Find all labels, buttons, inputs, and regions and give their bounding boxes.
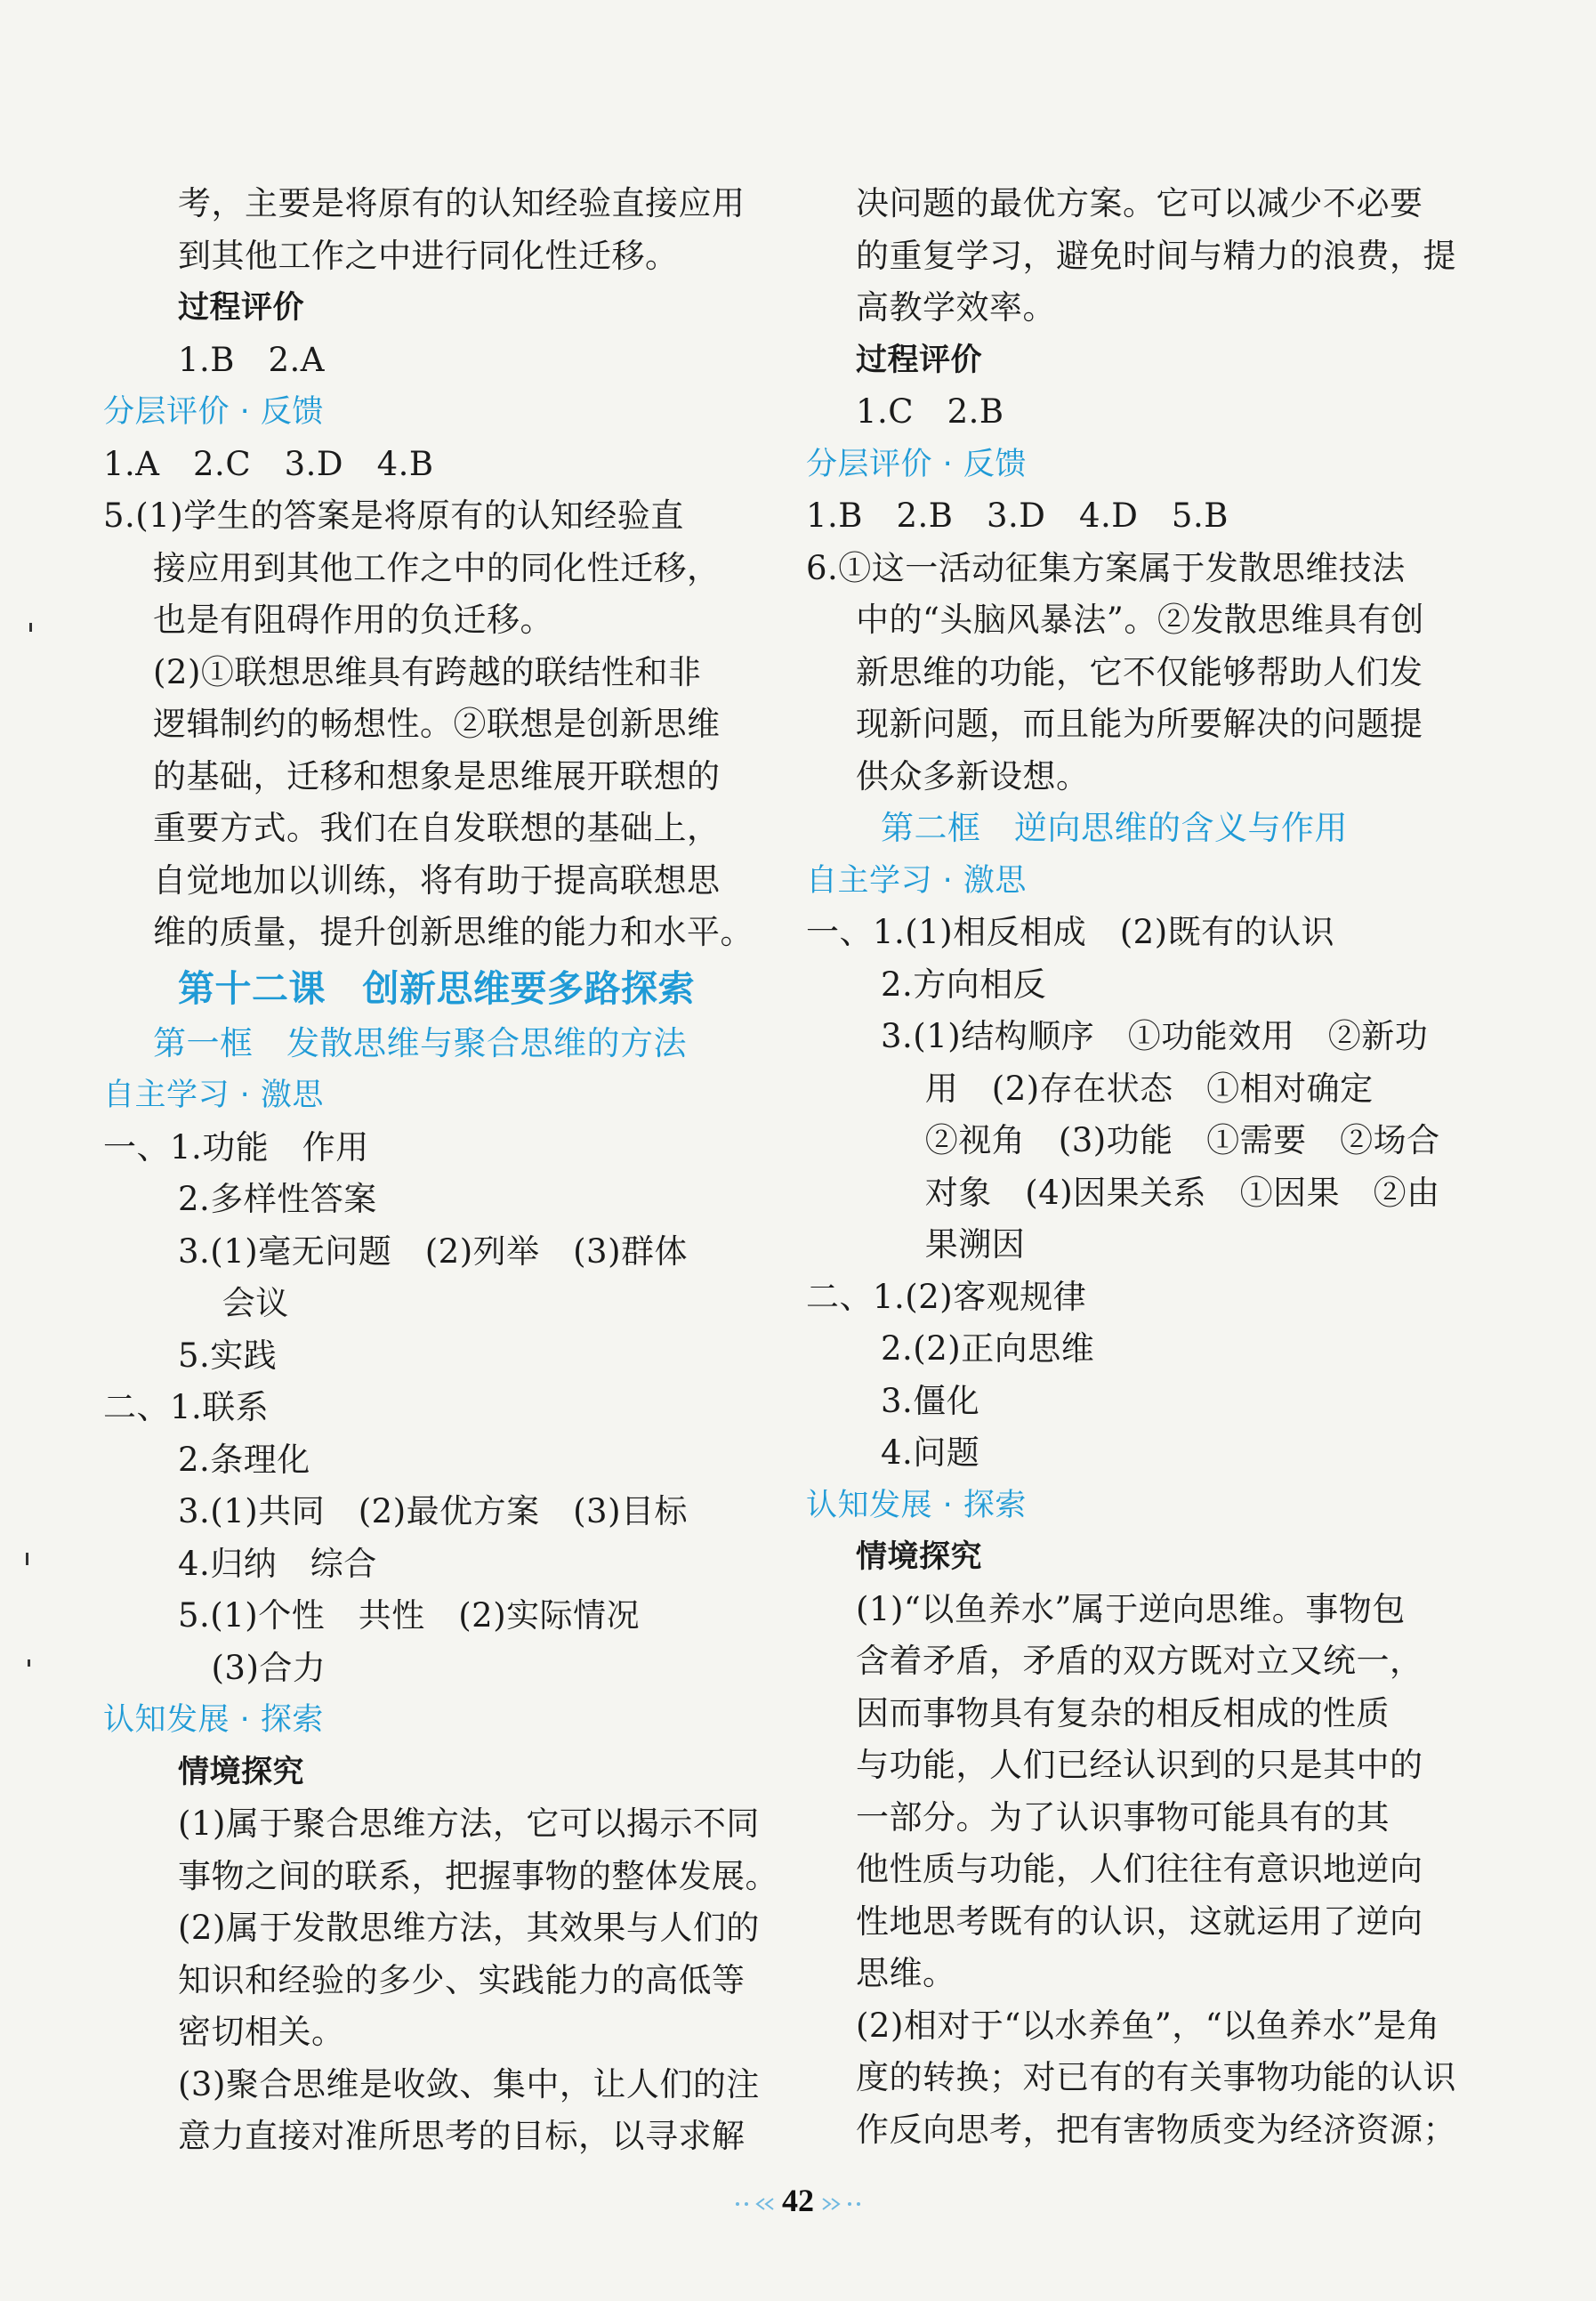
- text-line: 5.(1)学生的答案是将原有的认知经验直: [103, 497, 684, 535]
- text-line: 一部分。为了认识事物可能具有的其: [856, 1797, 1390, 1837]
- text-line: (2)①联想思维具有跨越的联结性和非: [153, 652, 702, 691]
- right-column: [801, 178, 1477, 2156]
- text-line: 决问题的最优方案。它可以减少不必要: [856, 184, 1423, 222]
- text-line: 的重复学习，避免时间与精力的浪费，提: [856, 236, 1456, 275]
- text-line: 2.多样性答案: [178, 1180, 377, 1218]
- text-line: 维的质量，提升创新思维的能力和水平。: [153, 913, 754, 951]
- text-line: 1.A 2.C 3.D 4.B: [103, 444, 434, 483]
- text-line: 现新问题，而且能为所要解决的问题提: [856, 705, 1423, 743]
- text-line: 重要方式。我们在自发联想的基础上，: [153, 809, 721, 847]
- text-line: 2.条理化: [178, 1440, 310, 1479]
- text-line: 也是有阻碍作用的负迁移。: [153, 601, 553, 639]
- section-heading: 分层评价 · 反馈: [103, 394, 324, 430]
- text-line: 3.僵化: [881, 1381, 980, 1420]
- section-heading: 认知发展 · 探索: [103, 1702, 324, 1738]
- text-line: 一、1.(1)相反相成 (2)既有的认识: [806, 913, 1335, 951]
- text-line: 5.(1)个性 共性 (2)实际情况: [178, 1596, 641, 1635]
- lesson-title: 第十二课 创新思维要多路探索: [178, 966, 695, 1010]
- text-line: 会议: [178, 1284, 289, 1322]
- section-heading: 自主学习 · 激思: [806, 862, 1027, 899]
- footer-ornament-right-icon: [821, 2198, 862, 2210]
- margin-mark: [28, 1659, 30, 1667]
- frame-title: 第一框 发散思维与聚合思维的方法: [153, 1023, 687, 1062]
- text-line: 4.归纳 综合: [178, 1544, 377, 1583]
- text-line: (1)“以鱼养水”属于逆向思维。事物包: [856, 1589, 1406, 1628]
- text-line: 性地思考既有的认识，这就运用了逆向: [856, 1901, 1423, 1941]
- text-line: 4.问题: [881, 1433, 980, 1472]
- left-column: [98, 178, 778, 2163]
- section-heading: 自主学习 · 激思: [103, 1078, 324, 1113]
- text-line: 供众多新设想。: [856, 756, 1090, 795]
- text-line: ②视角 (3)功能 ①需要 ②场合: [881, 1121, 1440, 1159]
- text-line: 2.(2)正向思维: [881, 1329, 1095, 1368]
- text-line: 因而事物具有复杂的相反相成的性质: [856, 1693, 1390, 1732]
- text-line: 高教学效率。: [856, 288, 1056, 327]
- text-line: 知识和经验的多少、实践能力的高低等: [178, 1960, 746, 1999]
- text-line: 逻辑制约的畅想性。②联想是创新思维: [153, 705, 721, 743]
- text-line: 3.(1)共同 (2)最优方案 (3)目标: [178, 1492, 689, 1530]
- text-line: (3)聚合思维是收敛、集中，让人们的注: [178, 2064, 760, 2103]
- subheading: 过程评价: [178, 290, 305, 326]
- text-line: (3)合力: [178, 1648, 326, 1687]
- text-line: 思维。: [856, 1954, 956, 1992]
- text-line: 意力直接对准所思考的目标，以寻求解: [178, 2117, 746, 2155]
- text-line: 3.(1)结构顺序 ①功能效用 ②新功: [881, 1017, 1429, 1055]
- page-number: [734, 2182, 862, 2219]
- margin-mark: [26, 1553, 28, 1565]
- text-line: 新思维的功能，它不仅能够帮助人们发: [856, 652, 1423, 691]
- text-line: 5.实践: [178, 1336, 278, 1375]
- subheading: 情境探究: [856, 1539, 983, 1575]
- text-line: (2)属于发散思维方法，其效果与人们的: [178, 1909, 760, 1947]
- subheading: 过程评价: [856, 342, 983, 378]
- text-line: (2)相对于“以水养鱼”，“以鱼养水”是角: [856, 2006, 1440, 2045]
- text-line: (1)属于聚合思维方法，它可以揭示不同: [178, 1804, 760, 1843]
- text-line: 接应用到其他工作之中的同化性迁移，: [153, 548, 721, 587]
- text-line: 用 (2)存在状态 ①相对确定: [881, 1069, 1374, 1108]
- text-line: 密切相关。: [178, 2013, 345, 2051]
- page-number-text: 42: [782, 2183, 814, 2218]
- footer-ornament-left-icon: [734, 2198, 775, 2210]
- subheading: 情境探究: [178, 1754, 305, 1790]
- text-line: 自觉地加以训练，将有助于提高联想思: [153, 860, 721, 900]
- text-line: 二、1.(2)客观规律: [806, 1277, 1087, 1316]
- text-line: 事物之间的联系，把握事物的整体发展。: [178, 1856, 778, 1895]
- text-line: 的基础，迁移和想象是思维展开联想的: [153, 756, 721, 795]
- text-line: 二、1.联系: [103, 1388, 270, 1426]
- text-line: 3.(1)毫无问题 (2)列举 (3)群体: [178, 1231, 689, 1271]
- text-line: 他性质与功能，人们往往有意识地逆向: [856, 1850, 1423, 1888]
- text-line: 1.C 2.B: [856, 392, 1004, 431]
- text-line: 一、1.功能 作用: [103, 1127, 369, 1167]
- text-line: 1.B 2.B 3.D 4.D 5.B: [806, 497, 1229, 535]
- section-heading: 认知发展 · 探索: [806, 1487, 1027, 1523]
- text-line: 果溯因: [881, 1225, 1026, 1264]
- margin-mark: [29, 623, 32, 632]
- text-line: 度的转换；对已有的有关事物功能的认识: [856, 2058, 1456, 2096]
- text-line: 与功能，人们已经认识到的只是其中的: [856, 1746, 1423, 1784]
- section-heading: 分层评价 · 反馈: [806, 446, 1027, 482]
- text-line: 考，主要是将原有的认知经验直接应用: [178, 184, 746, 222]
- frame-title: 第二框 逆向思维的含义与作用: [881, 809, 1348, 847]
- page-footer: [0, 2182, 1596, 2219]
- text-line: 到其他工作之中进行同化性迁移。: [178, 236, 679, 275]
- text-line: 6.①这一活动征集方案属于发散思维技法: [806, 548, 1406, 587]
- text-line: 中的“头脑风暴法”。②发散思维具有创: [856, 601, 1424, 639]
- text-line: 作反向思考，把有害物质变为经济资源；: [856, 2110, 1456, 2149]
- text-line: 对象 (4)因果关系 ①因果 ②由: [881, 1173, 1440, 1212]
- text-line: 2.方向相反: [881, 965, 1047, 1004]
- text-line: 含着矛盾，矛盾的双方既对立又统一，: [856, 1642, 1423, 1680]
- text-line: 1.B 2.A: [178, 340, 326, 379]
